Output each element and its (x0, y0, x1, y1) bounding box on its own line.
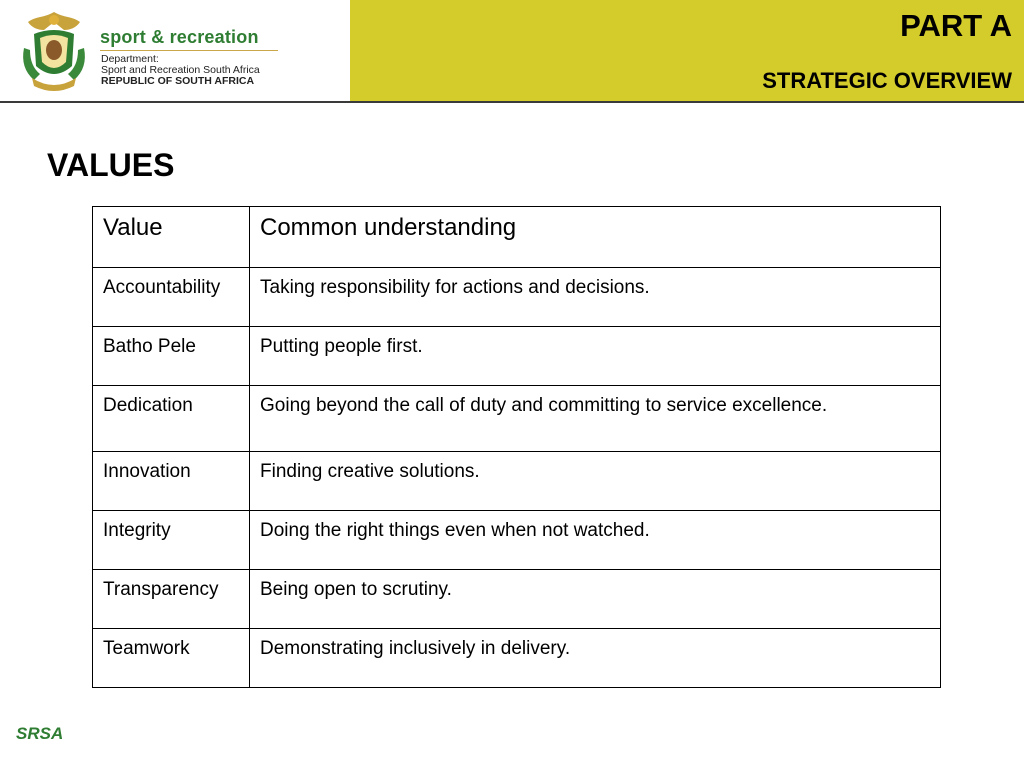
understanding-cell: Finding creative solutions. (250, 452, 941, 511)
slide-header (0, 0, 1024, 102)
table-row (93, 268, 941, 327)
understanding-cell: Being open to scrutiny. (250, 570, 941, 629)
table-row (93, 629, 941, 688)
logo-panel (0, 0, 350, 101)
table-row (93, 452, 941, 511)
country-name: REPUBLIC OF SOUTH AFRICA (101, 75, 255, 87)
value-cell: Accountability (93, 268, 250, 327)
column-header-value: Value (93, 207, 250, 268)
understanding-cell: Putting people first. (250, 327, 941, 386)
table-row (93, 511, 941, 570)
table-row (93, 327, 941, 386)
page-title: VALUES (47, 147, 175, 183)
value-cell: Dedication (93, 386, 250, 452)
section-label: STRATEGIC OVERVIEW (762, 68, 1012, 93)
header-divider (0, 101, 1024, 103)
coat-of-arms-icon (14, 8, 94, 94)
understanding-cell: Doing the right things even when not watched. (250, 511, 941, 570)
value-cell: Transparency (93, 570, 250, 629)
value-cell: Innovation (93, 452, 250, 511)
department-name: Sport and Recreation South Africa (101, 64, 260, 76)
department-label: Department: (101, 53, 159, 65)
table-row (93, 386, 941, 452)
part-label: PART A (900, 8, 1012, 43)
footer-label: SRSA (16, 724, 64, 743)
logo-divider (100, 50, 278, 51)
understanding-cell: Demonstrating inclusively in delivery. (250, 629, 941, 688)
column-header-understanding: Common understanding (250, 207, 941, 268)
logo-title: sport & recreation (100, 27, 259, 47)
table-header-row (93, 207, 941, 268)
value-cell: Integrity (93, 511, 250, 570)
values-table (92, 206, 941, 688)
value-cell: Batho Pele (93, 327, 250, 386)
table-row (93, 570, 941, 629)
understanding-cell: Going beyond the call of duty and committing to service excellence. (250, 386, 941, 452)
department-block (101, 54, 260, 87)
value-cell: Teamwork (93, 629, 250, 688)
understanding-cell: Taking responsibility for actions and decisions. (250, 268, 941, 327)
